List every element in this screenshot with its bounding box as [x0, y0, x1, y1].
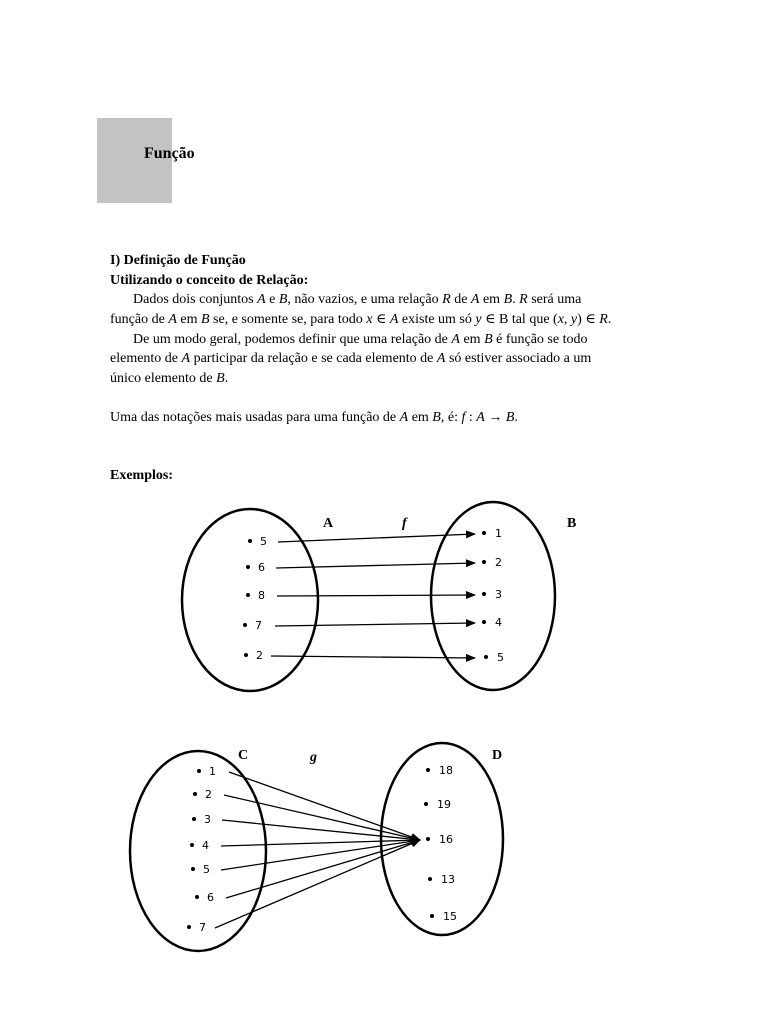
set-b-label: B — [567, 516, 577, 531]
p2-line2: elemento de A participar da relação e se cada elemento de A só estiver associado a um — [110, 351, 592, 366]
mapping-arrow — [276, 563, 475, 568]
domain-element: 2 — [205, 788, 212, 801]
diagram-f — [182, 502, 576, 691]
domain-dot — [193, 792, 197, 796]
domain-dot — [195, 895, 199, 899]
domain-element: 5 — [260, 535, 267, 548]
p2-line3: único elemento de B. — [110, 371, 229, 386]
diagram-g — [130, 743, 503, 951]
mapping-arrow — [277, 595, 475, 596]
codomain-dot — [426, 768, 430, 772]
codomain-dot — [482, 592, 486, 596]
codomain-element: 15 — [443, 910, 457, 923]
domain-element: 8 — [258, 589, 265, 602]
domain-dot — [190, 843, 194, 847]
domain-element: 5 — [203, 863, 210, 876]
page-title: Função — [144, 145, 195, 162]
codomain-element: 18 — [439, 764, 453, 777]
codomain-dot — [430, 914, 434, 918]
function-g-label: g — [310, 750, 317, 765]
codomain-element: 2 — [495, 556, 502, 569]
codomain-element: 1 — [495, 527, 502, 540]
codomain-dot — [484, 655, 488, 659]
codomain-element: 13 — [441, 873, 455, 886]
codomain-dot — [426, 837, 430, 841]
domain-dot — [192, 817, 196, 821]
domain-dot — [244, 653, 248, 657]
domain-dot — [246, 593, 250, 597]
codomain-element: 3 — [495, 588, 502, 601]
mapping-arrow — [215, 840, 420, 928]
domain-element: 6 — [258, 561, 265, 574]
codomain-element: 4 — [495, 616, 502, 629]
domain-element: 4 — [202, 839, 209, 852]
codomain-element: 16 — [439, 833, 453, 846]
set-d-label: D — [492, 748, 503, 763]
codomain-element: 19 — [437, 798, 451, 811]
p1-line1: Dados dois conjuntos A e B, não vazios, e uma relação R de A em B. R será uma — [133, 292, 582, 307]
mapping-arrow — [275, 623, 475, 626]
set-c-label: C — [238, 748, 249, 763]
domain-dot — [187, 925, 191, 929]
notation-line: Uma das notações mais usadas para uma função de A em B, é: f : A → B. — [110, 410, 518, 425]
codomain-dot — [482, 620, 486, 624]
mapping-arrow — [224, 795, 420, 840]
section-subheading: Utilizando o conceito de Relação: — [110, 273, 309, 288]
section-heading: I) Definição de Função — [110, 253, 246, 268]
domain-element: 7 — [255, 619, 262, 632]
domain-element: 7 — [199, 921, 206, 934]
codomain-element: 5 — [497, 651, 504, 664]
set-c-ellipse — [130, 751, 266, 951]
domain-element: 2 — [256, 649, 263, 662]
codomain-dot — [424, 802, 428, 806]
domain-dot — [248, 539, 252, 543]
p2-line1: De um modo geral, podemos definir que uma relação de A em B é função se todo — [133, 332, 588, 347]
domain-dot — [191, 867, 195, 871]
domain-dot — [243, 623, 247, 627]
codomain-dot — [482, 531, 486, 535]
set-a-label: A — [323, 516, 334, 531]
codomain-dot — [482, 560, 486, 564]
function-f-label: f — [402, 516, 407, 531]
set-a-ellipse — [182, 509, 318, 691]
domain-element: 6 — [207, 891, 214, 904]
examples-label: Exemplos: — [110, 468, 173, 483]
domain-element: 3 — [204, 813, 211, 826]
codomain-dot — [428, 877, 432, 881]
domain-dot — [246, 565, 250, 569]
p1-line2: função de A em B se, e somente se, para todo x ∈ A existe um só y ∈ B tal que (x, y) ∈ R. — [110, 312, 612, 327]
domain-dot — [197, 769, 201, 773]
set-b-ellipse — [431, 502, 555, 690]
domain-element: 1 — [209, 765, 216, 778]
